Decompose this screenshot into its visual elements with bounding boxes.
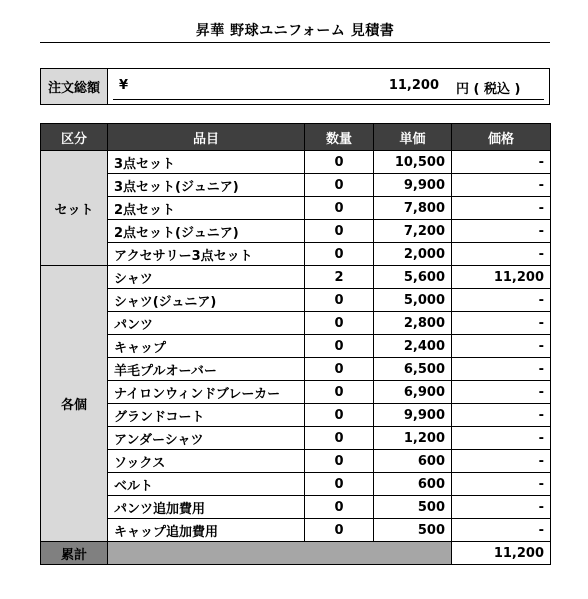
order-total-content (108, 69, 549, 104)
sum-filler (108, 542, 452, 565)
item-name-cell: キャップ追加費用 (108, 519, 305, 542)
table-row (41, 243, 551, 266)
unit-price-cell: 2,800 (374, 312, 452, 335)
price-cell: - (452, 151, 551, 174)
unit-price-cell: 9,900 (374, 404, 452, 427)
quantity-cell: 0 (305, 289, 374, 312)
item-name-cell: パンツ追加費用 (108, 496, 305, 519)
document-title: 昇華 野球ユニフォーム 見積書 (195, 23, 395, 39)
unit-price-cell: 5,000 (374, 289, 452, 312)
price-cell: - (452, 381, 551, 404)
order-total-box (40, 68, 550, 105)
quantity-cell: 0 (305, 243, 374, 266)
price-cell: 11,200 (452, 266, 551, 289)
unit-price-cell: 500 (374, 496, 452, 519)
quantity-cell: 0 (305, 381, 374, 404)
item-name-cell: 2点セット(ジュニア) (108, 220, 305, 243)
quantity-cell: 0 (305, 220, 374, 243)
price-cell: - (452, 197, 551, 220)
price-cell: - (452, 519, 551, 542)
header-price: 価格 (452, 124, 551, 151)
category-cell: 各個 (41, 266, 108, 542)
item-name-cell: 3点セット (108, 151, 305, 174)
table-row (41, 473, 551, 496)
title-divider (40, 42, 550, 43)
quantity-cell: 0 (305, 427, 374, 450)
price-cell: - (452, 473, 551, 496)
table-row (41, 312, 551, 335)
item-name-cell: シャツ (108, 266, 305, 289)
price-cell: - (452, 174, 551, 197)
order-total-underline (113, 99, 544, 100)
table-row (41, 381, 551, 404)
sum-row (41, 542, 551, 565)
quantity-cell: 0 (305, 335, 374, 358)
unit-price-cell: 9,900 (374, 174, 452, 197)
table-row (41, 174, 551, 197)
quantity-cell: 0 (305, 151, 374, 174)
price-cell: - (452, 496, 551, 519)
item-name-cell: 羊毛プルオーバー (108, 358, 305, 381)
header-quantity: 数量 (305, 124, 374, 151)
quantity-cell: 0 (305, 519, 374, 542)
item-name-cell: 2点セット (108, 197, 305, 220)
header-item: 品目 (108, 124, 305, 151)
table-row (41, 358, 551, 381)
sum-value: 11,200 (452, 542, 551, 565)
quantity-cell: 0 (305, 312, 374, 335)
quantity-cell: 0 (305, 496, 374, 519)
price-cell: - (452, 427, 551, 450)
unit-price-cell: 7,200 (374, 220, 452, 243)
item-name-cell: 3点セット(ジュニア) (108, 174, 305, 197)
price-cell: - (452, 312, 551, 335)
item-name-cell: シャツ(ジュニア) (108, 289, 305, 312)
unit-price-cell: 10,500 (374, 151, 452, 174)
table-row (41, 450, 551, 473)
unit-price-cell: 6,500 (374, 358, 452, 381)
table-row (41, 197, 551, 220)
table-row (41, 427, 551, 450)
unit-price-cell: 7,800 (374, 197, 452, 220)
item-name-cell: パンツ (108, 312, 305, 335)
table-row (41, 220, 551, 243)
unit-price-cell: 5,600 (374, 266, 452, 289)
estimate-table-body (41, 151, 551, 542)
item-name-cell: アクセサリー3点セット (108, 243, 305, 266)
category-cell: セット (41, 151, 108, 266)
unit-price-cell: 2,000 (374, 243, 452, 266)
unit-price-cell: 500 (374, 519, 452, 542)
order-total-amount: 11,200 (388, 78, 439, 93)
price-cell: - (452, 289, 551, 312)
quantity-cell: 0 (305, 450, 374, 473)
price-cell: - (452, 404, 551, 427)
quantity-cell: 0 (305, 197, 374, 220)
item-name-cell: アンダーシャツ (108, 427, 305, 450)
price-cell: - (452, 450, 551, 473)
price-cell: - (452, 243, 551, 266)
table-row (41, 266, 551, 289)
yen-symbol: ¥ (119, 78, 129, 93)
header-unit-price: 単価 (374, 124, 452, 151)
unit-price-cell: 6,900 (374, 381, 452, 404)
table-row (41, 335, 551, 358)
table-row (41, 289, 551, 312)
order-total-label: 注文総額 (41, 69, 108, 104)
quantity-cell: 0 (305, 174, 374, 197)
quantity-cell: 2 (305, 266, 374, 289)
header-category: 区分 (41, 124, 108, 151)
item-name-cell: ナイロンウィンドブレーカー (108, 381, 305, 404)
item-name-cell: ベルト (108, 473, 305, 496)
estimate-table (40, 123, 551, 565)
price-cell: - (452, 335, 551, 358)
quantity-cell: 0 (305, 358, 374, 381)
quantity-cell: 0 (305, 473, 374, 496)
unit-price-cell: 600 (374, 450, 452, 473)
quantity-cell: 0 (305, 404, 374, 427)
price-cell: - (452, 358, 551, 381)
unit-price-cell: 600 (374, 473, 452, 496)
table-row (41, 519, 551, 542)
item-name-cell: グランドコート (108, 404, 305, 427)
sum-label: 累計 (41, 542, 108, 565)
table-row (41, 496, 551, 519)
unit-price-cell: 1,200 (374, 427, 452, 450)
table-row (41, 404, 551, 427)
unit-price-cell: 2,400 (374, 335, 452, 358)
price-cell: - (452, 220, 551, 243)
item-name-cell: キャップ (108, 335, 305, 358)
table-row (41, 151, 551, 174)
order-total-suffix: 円 ( 税込 ) (456, 82, 521, 97)
item-name-cell: ソックス (108, 450, 305, 473)
table-header-row (41, 124, 551, 151)
